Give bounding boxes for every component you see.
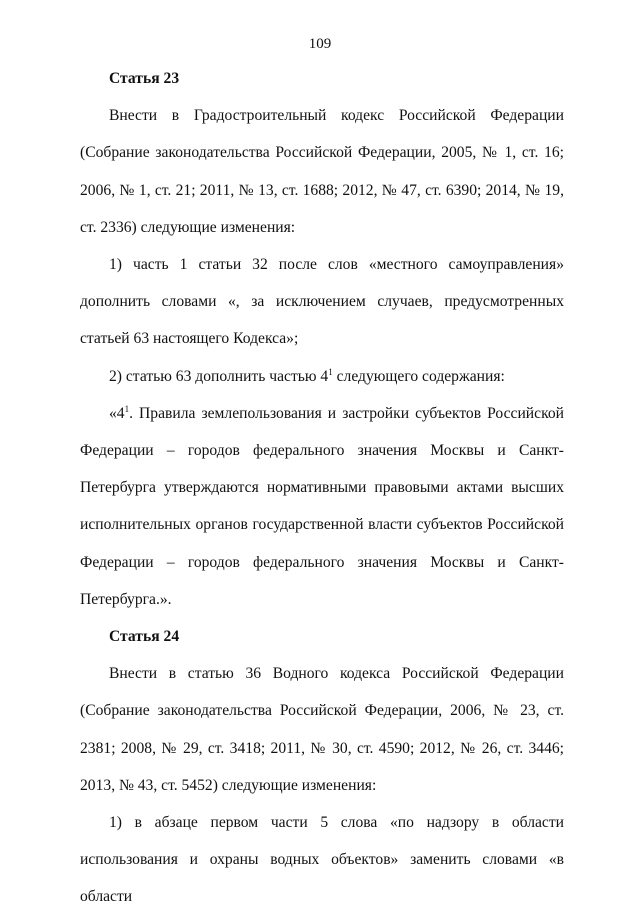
superscript: 1	[328, 366, 333, 377]
page-number: 109	[308, 36, 332, 52]
list-item-text: «4	[109, 404, 125, 422]
list-item-text: следующего содержания:	[332, 367, 505, 385]
article-intro: Внести в статью 36 Водного кодекса Российской Федерации (Собрание законодательства Российской Федерации, 2006, № 23, ст. 2381; 2008, № 29, ст. 3418; 2011, № 30, ст. 4590; 2012, № 26, ст. 3446; 2013, № 43, ст. 5452) следующие изменения:	[80, 665, 564, 794]
list-item-text: . Правила землепользования и застройки субъектов Российской Федерации – городов федерального значения Москвы и Санкт-Петербурга утверждаются нормативными правовыми актами высших исполнительных органов государственной власти субъектов Российской Федерации – городов федерального значения Москвы и Санкт-Петербурга.».	[80, 404, 564, 608]
article-heading: Статья 23	[109, 70, 180, 87]
document-body	[80, 60, 564, 916]
list-item	[80, 358, 564, 395]
list-item: 1) часть 1 статьи 32 после слов «местного самоуправления» дополнить словами «, за исключением случаев, предусмотренных статьей 63 настоящего Кодекса»;	[80, 256, 564, 348]
list-item	[80, 395, 564, 618]
superscript: 1	[124, 403, 130, 414]
article-intro: Внести в Градостроительный кодекс Российской Федерации (Собрание законодательства Российской Федерации, 2005, № 1, ст. 16; 2006, № 1, ст. 21; 2011, № 13, ст. 1688; 2012, № 47, ст. 6390; 2014, № 19, ст. 2336) следующие изменения:	[80, 107, 564, 236]
list-item-text: 2) статью 63 дополнить частью 4	[109, 367, 329, 385]
article-heading: Статья 24	[109, 628, 180, 646]
list-item: 1) в абзаце первом части 5 слова «по надзору в области использования и охраны водных объектов» заменить словами «в области	[80, 814, 564, 906]
